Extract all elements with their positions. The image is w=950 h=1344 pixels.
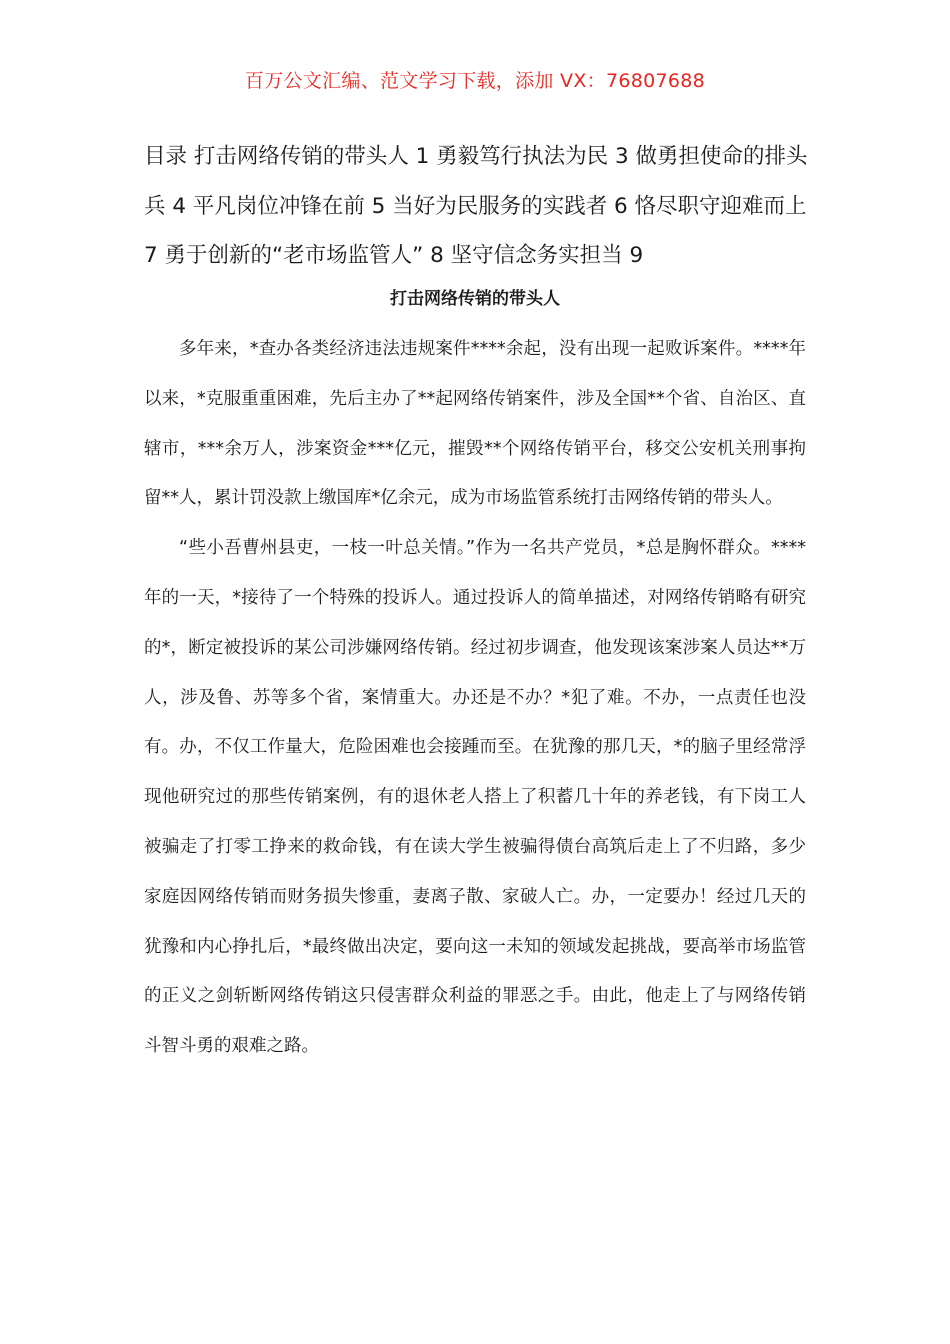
section-title: 打击网络传销的带头人 [390, 289, 560, 309]
paragraph-1: 多年来，*查办各类经济违法违规案件****余起，没有出现一起败诉案件。****年以来，*克服重重困难，先后主办了**起网络传销案件，涉及全国**个省、自治区、直辖市，***余万人，涉案资金***亿元，摧毁**个网络传销平台，移交公安机关刑事拘留**人，累计罚没款上缴国库*亿余元，成为市场监管系统打击网络传销的带头人。 [144, 339, 806, 509]
paragraph-2: “些小吾曹州县吏，一枝一叶总关情。”作为一名共产党员，*总是胸怀群众。****年的一天，*接待了一个特殊的投诉人。通过投诉人的简单描述，对网络传销略有研究的*，断定被投诉的某公司涉嫌网络传销。经过初步调查，他发现该案涉案人员达**万人，涉及鲁、苏等多个省，案情重大。办还是不办？*犯了难。不办，一点责任也没有。办，不仅工作量大，危险困难也会接踵而至。在犹豫的那几天，*的脑子里经常浮现他研究过的那些传销案例，有的退休老人搭上了积蓄几十年的养老钱，有下岗工人被骗走了打零工挣来的救命钱，有在读大学生被骗得债台高筑后走上了不归路，多少家庭因网络传销而财务损失惨重，妻离子散、家破人亡。办，一定要办！经过几天的犹豫和内心挣扎后，*最终做出决定，要向这一未知的领域发起挑战，要高举市场监管的正义之剑斩断网络传销这只侵害群众利益的罪恶之手。由此，他走上了与网络传销斗智斗勇的艰难之路。 [144, 538, 806, 1057]
body-text [144, 325, 806, 1072]
table-of-contents: 目录 打击网络传销的带头人 1 勇毅笃行执法为民 3 做勇担使命的排头兵 4 平凡岗位冲锋在前 5 当好为民服务的实践者 6 恪尽职守迎难而上 7 勇于创新的“老市场监管人” 8 坚守信念务实担当 9 [144, 144, 808, 268]
header-banner: 百万公文汇编、范文学习下载，添加 VX：76807688 [244, 70, 706, 92]
